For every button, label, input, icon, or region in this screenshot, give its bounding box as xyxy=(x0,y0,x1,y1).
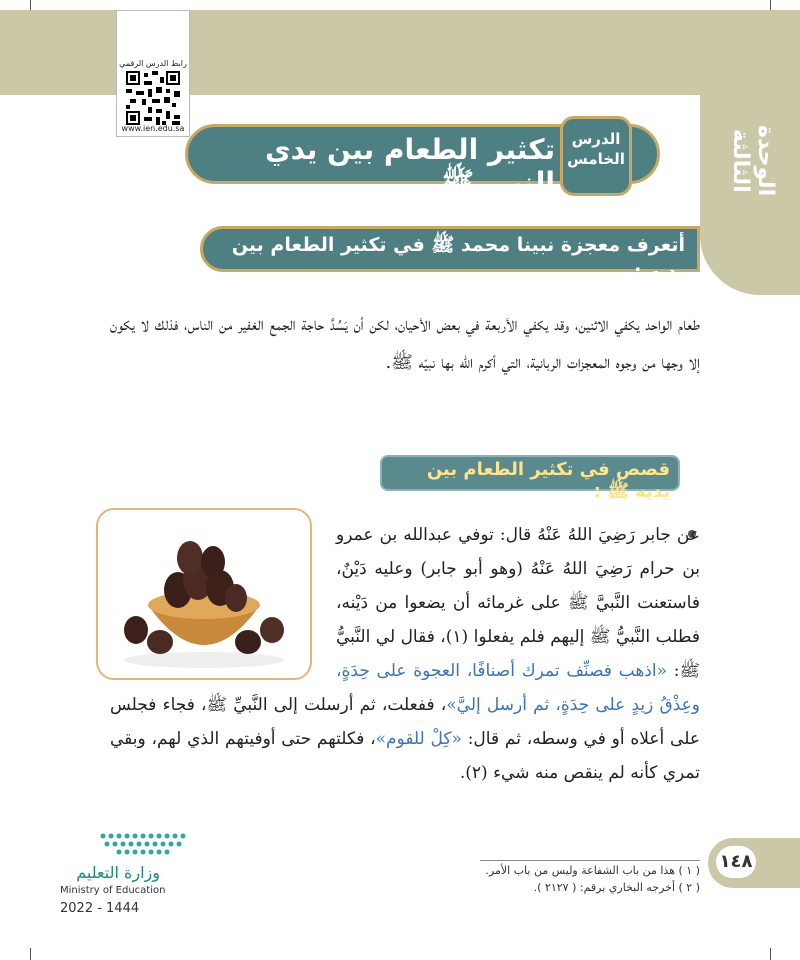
lesson-badge xyxy=(560,116,632,196)
lesson-badge-line1: الدرس xyxy=(571,130,621,148)
qr-title: رابط الدرس الرقمي xyxy=(119,59,187,68)
qr-url[interactable]: www.ien.edu.sa xyxy=(121,124,185,133)
unit-label: الوحدة الثالثة xyxy=(728,125,778,197)
lesson-badge-line2: الخامس xyxy=(567,150,625,168)
story-quote-2: «كِلْ للقوم» xyxy=(375,729,462,749)
footnote-2: ( ٢ ) أخرجه البخاري برقم: ( ٢١٢٧ ). xyxy=(533,881,700,894)
ministry-name-arabic: وزارة التعليم xyxy=(76,863,160,882)
crop-mark xyxy=(30,948,31,960)
lesson-title: تكثير الطعام بين يدي النبي ﷺ xyxy=(264,133,555,199)
footnote-separator xyxy=(480,860,700,861)
page-number: ١٤٨ xyxy=(716,846,756,878)
footnote-1: ( ١ ) هذا من باب الشفاعة وليس من باب الأمر. xyxy=(485,864,700,877)
intro-paragraph: طعام الواحد يكفي الاثنين، وقد يكفي الأربعة في بعض الأحيان، لكن أن يَسُدَّ حاجة الجمع الغفير من الناس، فذلك لا يكون إلا وجها من وجوه المعجزات الربانية، التي أكرم الله بها نبيّه ﷺ. xyxy=(110,314,700,373)
image-spacer xyxy=(110,518,336,688)
story-quote-1: «اذهب فصنِّف تمرك أصنافًا، العجوة على حِدَةٍ، وعِذْقُ زيدٍ على حِدَةٍ، ثم أرسل إليَّ» xyxy=(336,661,700,715)
ministry-logo-icon xyxy=(95,830,195,860)
qr-code-icon[interactable] xyxy=(126,71,180,125)
ministry-name-english: Ministry of Education xyxy=(60,885,166,896)
story-paragraph xyxy=(110,518,700,790)
crop-mark xyxy=(770,948,771,960)
ministry-year: 2022 - 1444 xyxy=(60,901,140,916)
qr-panel[interactable] xyxy=(116,10,190,137)
stories-title: قصص في تكثير الطعام بين يديه ﷺ : xyxy=(426,459,670,502)
story-text-2: ، ففعلت، ثم أرسلت إلى النَّبيِّ ﷺ، فجاء فجلس على أعلاه أو في وسطه، ثم قال: xyxy=(110,695,700,749)
story-text-1: عن جابر رَضِيَ اللهُ عَنْهُ قال: توفي عبدالله بن عمرو بن حرام رَضِيَ اللهُ عَنْهُ (وهو أبو جابر) وعليه دَيْنٌ، فاستعنت النَّبيَّ ﷺ على غرمائه أن يضعوا من دَيْنه، فطلب النَّبيُّ ﷺ إليهم فلم يفعلوا (١)، فقال لي النَّبيُّ ﷺ: xyxy=(336,525,700,681)
story-text-3: ، فكلتهم حتى أوفيتهم الذي لهم، وبقي تمري كأنه لم ينقص منه شيء (٢). xyxy=(110,729,700,783)
section-title: أتعرف معجزة نبينا محمد ﷺ في تكثير الطعام بين يديه : xyxy=(231,234,685,283)
